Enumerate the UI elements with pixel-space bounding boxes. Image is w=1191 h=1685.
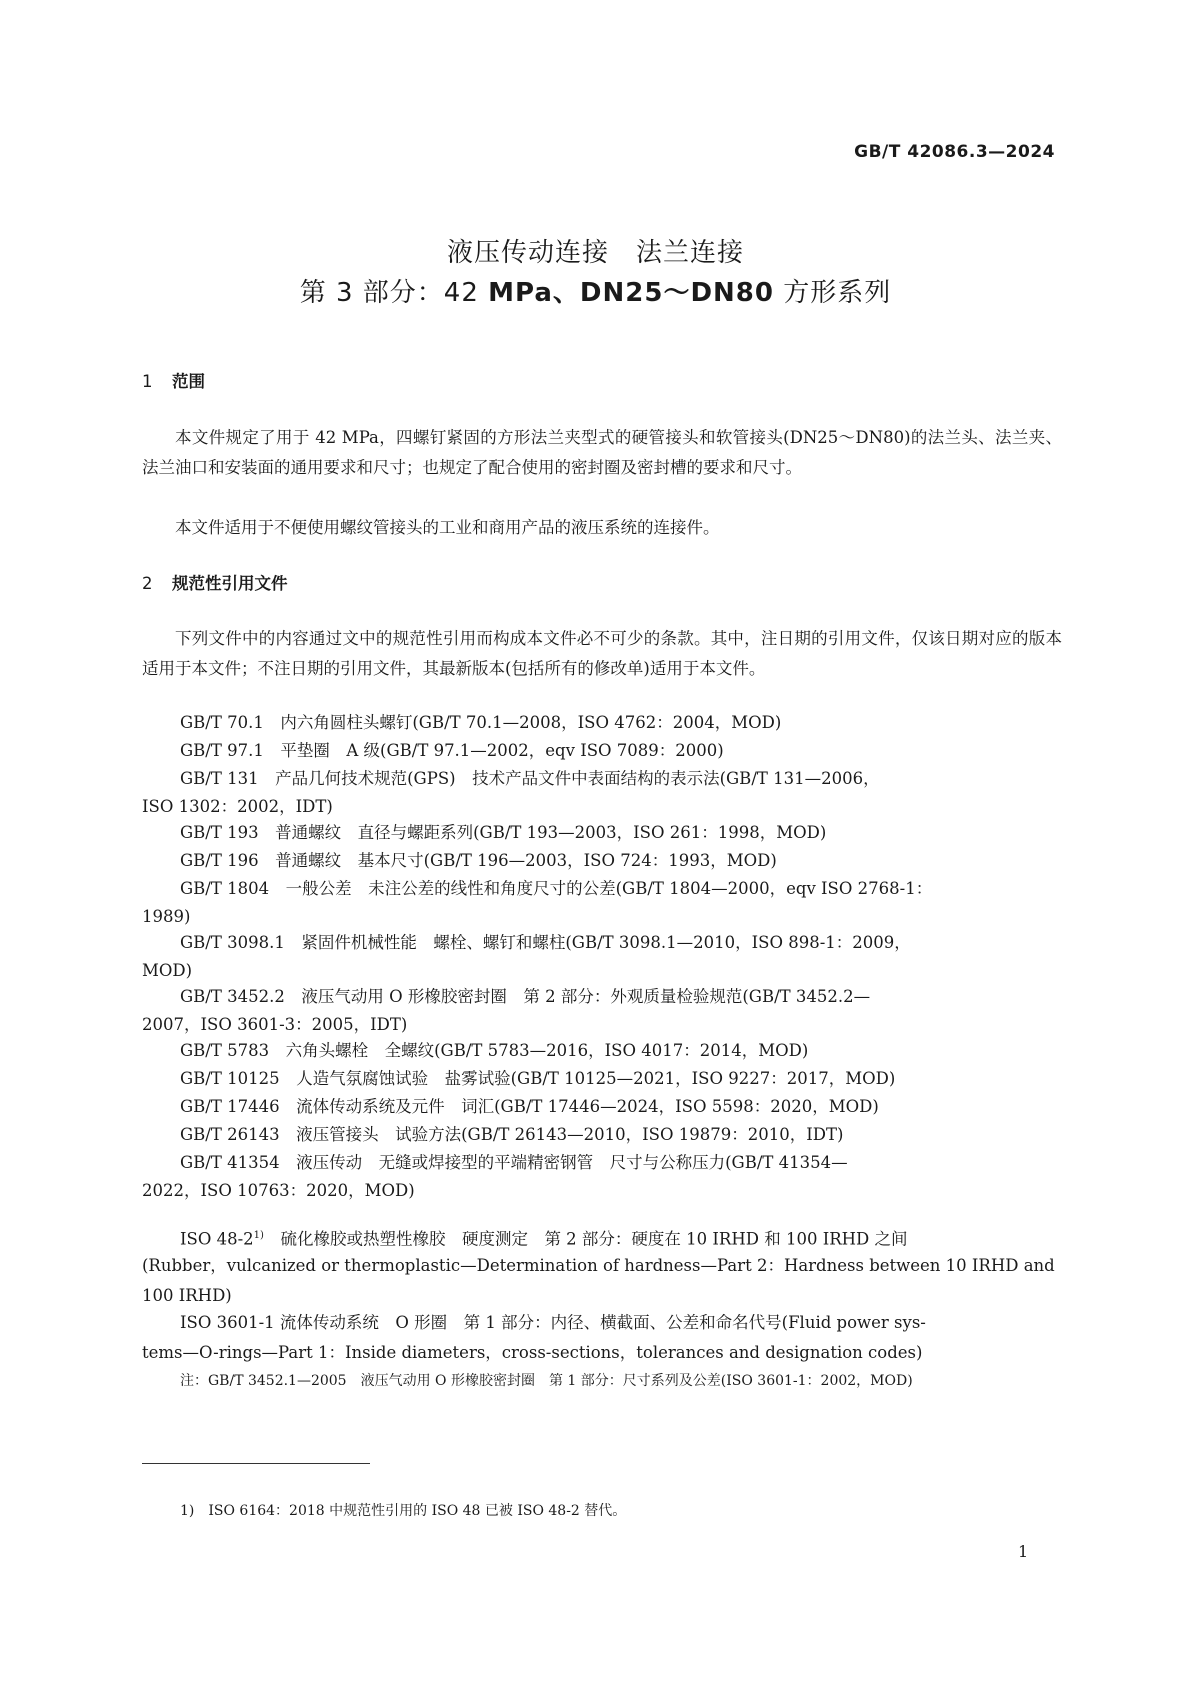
reference-iso-3601-1: ISO 3601-1 流体传动系统 O 形圈 第 1 部分：内径、横截面、公差和命名代号(Fluid power sys- bbox=[180, 1313, 926, 1332]
title-bold-part: MPa、DN25～DN80 bbox=[488, 278, 774, 308]
reference-line: tems—O-rings—Part 1：Inside diameters，cross-sections，tolerances and designation codes) bbox=[142, 1343, 923, 1362]
scope-paragraph-1: 本文件规定了用于 42 MPa，四螺钉紧固的方形法兰夹型式的硬管接头和软管接头(DN25～DN80)的法兰头、法兰夹、法兰油口和安装面的通用要求和尺寸；也规定了配合使用的密封圈及密封槽的要求和尺寸。 bbox=[142, 428, 1062, 477]
reference-item: GB/T 5783 六角头螺栓 全螺纹(GB/T 5783—2016，ISO 4017：2014，MOD) bbox=[180, 1041, 809, 1060]
reference-item: GB/T 41354 液压传动 无缝或焊接型的平端精密钢管 尺寸与公称压力(GB/T 41354— bbox=[180, 1153, 848, 1172]
section-number: 1 bbox=[142, 372, 153, 391]
section-title: 规范性引用文件 bbox=[172, 574, 288, 593]
reference-code: ISO 48-2 bbox=[180, 1229, 254, 1249]
reference-item: GB/T 3452.2 液压气动用 O 形橡胶密封圈 第 2 部分：外观质量检验规范(GB/T 3452.2— bbox=[180, 987, 871, 1006]
reference-item: GB/T 70.1 内六角圆柱头螺钉(GB/T 70.1—2008，ISO 4762：2004，MOD) bbox=[180, 713, 782, 732]
references-intro: 下列文件中的内容通过文中的规范性引用而构成本文件必不可少的条款。其中，注日期的引用文件，仅该日期对应的版本适用于本文件；不注日期的引用文件，其最新版本(包括所有的修改单)适用于本文件。 bbox=[142, 629, 1062, 678]
title-line-2 bbox=[0, 272, 1191, 309]
reference-title: 硫化橡胶或热塑性橡胶 硬度测定 第 2 部分：硬度在 10 IRHD 和 100 IRHD 之间 bbox=[263, 1229, 908, 1249]
note: 注：GB/T 3452.1—2005 液压气动用 O 形橡胶密封圈 第 1 部分：尺寸系列及公差(ISO 3601-1：2002，MOD) bbox=[180, 1373, 913, 1389]
reference-line: 100 IRHD) bbox=[142, 1286, 232, 1305]
footnote-marker: 1) bbox=[253, 1230, 264, 1241]
section-1-heading bbox=[142, 368, 205, 392]
reference-line: ISO 1302：2002，IDT) bbox=[142, 797, 333, 816]
title-line-1: 液压传动连接 法兰连接 bbox=[446, 238, 744, 268]
reference-item: GB/T 196 普通螺纹 基本尺寸(GB/T 196—2003，ISO 724：1993，MOD) bbox=[180, 851, 777, 870]
footnote-divider bbox=[142, 1463, 370, 1464]
document-code: GB/T 42086.3—2024 bbox=[854, 142, 1055, 162]
section-title: 范围 bbox=[172, 372, 205, 391]
title-suffix: 方形系列 bbox=[773, 278, 892, 308]
reference-item: GB/T 26143 液压管接头 试验方法(GB/T 26143—2010，ISO 19879：2010，IDT) bbox=[180, 1125, 844, 1144]
reference-line: MOD) bbox=[142, 961, 193, 980]
page-number: 1 bbox=[1018, 1542, 1029, 1561]
reference-item: GB/T 193 普通螺纹 直径与螺距系列(GB/T 193—2003，ISO 261：1998，MOD) bbox=[180, 823, 827, 842]
scope-paragraph-2: 本文件适用于不便使用螺纹管接头的工业和商用产品的液压系统的连接件。 bbox=[175, 518, 720, 537]
reference-item: GB/T 97.1 平垫圈 A 级(GB/T 97.1—2002，eqv ISO 7089：2000) bbox=[180, 741, 724, 760]
section-2-heading bbox=[142, 570, 288, 594]
reference-item: GB/T 17446 流体传动系统及元件 词汇(GB/T 17446—2024，ISO 5598：2020，MOD) bbox=[180, 1097, 879, 1116]
reference-line: 1989) bbox=[142, 907, 191, 926]
reference-item: GB/T 1804 一般公差 未注公差的线性和角度尺寸的公差(GB/T 1804—2000，eqv ISO 2768-1： bbox=[180, 879, 933, 898]
reference-line: (Rubber，vulcanized or thermoplastic—Determination of hardness—Part 2：Hardness between 10 IRHD and bbox=[142, 1256, 1055, 1275]
reference-item: GB/T 3098.1 紧固件机械性能 螺栓、螺钉和螺柱(GB/T 3098.1—2010，ISO 898-1：2009， bbox=[180, 933, 911, 952]
footnote: 1) ISO 6164：2018 中规范性引用的 ISO 48 已被 ISO 48-2 替代。 bbox=[180, 1503, 627, 1519]
reference-line: 2022，ISO 10763：2020，MOD) bbox=[142, 1181, 415, 1200]
section-number: 2 bbox=[142, 574, 153, 593]
reference-iso-48-2 bbox=[180, 1221, 1062, 1255]
reference-item: GB/T 10125 人造气氛腐蚀试验 盐雾试验(GB/T 10125—2021，ISO 9227：2017，MOD) bbox=[180, 1069, 896, 1088]
title-part: 第 3 部分：42 bbox=[299, 278, 489, 308]
reference-line: 2007，ISO 3601-3：2005，IDT) bbox=[142, 1015, 408, 1034]
reference-item: GB/T 131 产品几何技术规范(GPS) 技术产品文件中表面结构的表示法(GB/T 131—2006， bbox=[180, 769, 880, 788]
